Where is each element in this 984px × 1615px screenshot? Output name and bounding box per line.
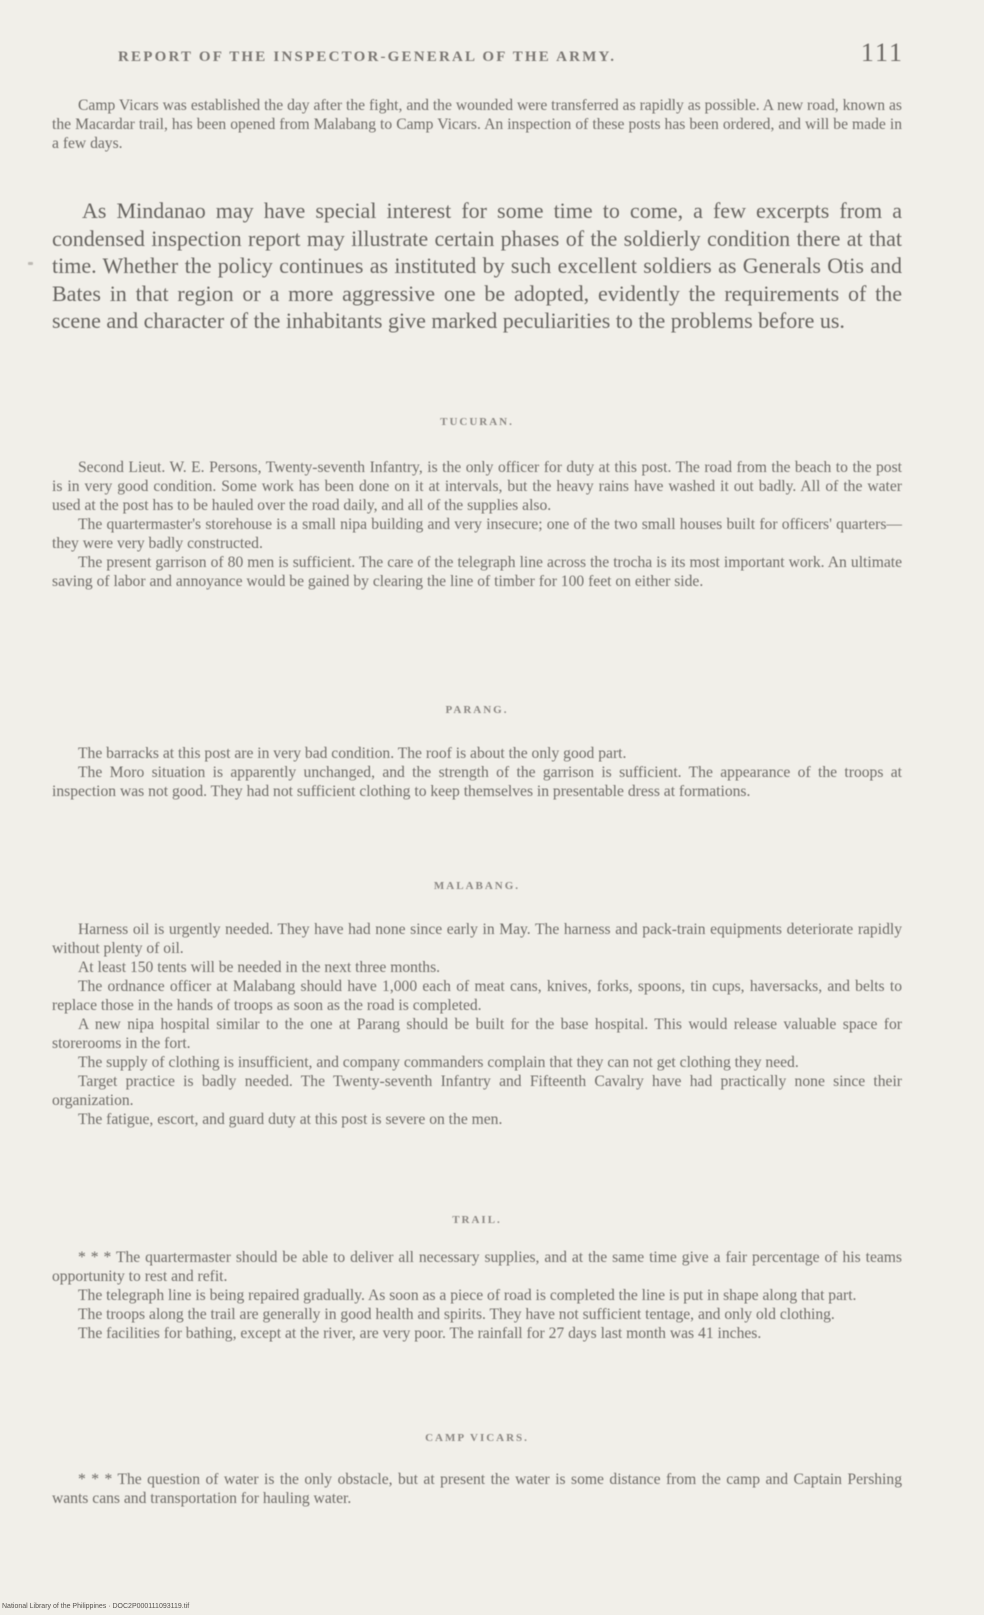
malabang-paragraph-1: Harness oil is urgently needed. They have had none since early in May. The harness and pack-train equipments deteriorate rapidly without plenty of oil. [52,921,902,957]
tucuran-paragraph-2: The quartermaster's storehouse is a small nipa building and very insecure; one of the two small houses built for officers' quarters—they were very badly constructed. [52,516,902,552]
malabang-paragraph-5: The supply of clothing is insufficient, and company commanders complain that they can not get clothing they need. [78,1054,799,1071]
malabang-paragraph-3: The ordnance officer at Malabang should have 1,000 each of meat cans, knives, forks, spoons, tin cups, haversacks, and belts to replace those in the hands of troops as soon as the road is completed. [52,978,902,1014]
running-title: REPORT OF THE INSPECTOR-GENERAL OF THE ARMY. [118,49,617,65]
page-number: 111 [860,38,904,67]
page-header [118,38,904,68]
section-heading-tucuran: TUCURAN. [440,416,514,428]
camp-vicars-paragraph-1: * * * The question of water is the only obstacle, but at present the water is some distance from the camp and Captain Pershing wants cans and transportation for hauling water. [52,1471,902,1507]
parang-paragraph-2: The Moro situation is apparently unchanged, and the strength of the garrison is sufficient. The appearance of the troops at inspection was not good. They had not sufficient clothing to keep themselves in presentable dress at formations. [52,764,902,800]
parang-section [52,744,902,801]
margin-mark [28,262,33,265]
malabang-paragraph-2: At least 150 tents will be needed in the next three months. [78,959,441,976]
trail-paragraph-2: The telegraph line is being repaired gradually. As soon as a piece of road is completed the line is put in shape along that part. [78,1287,857,1304]
parang-paragraph-1: The barracks at this post are in very bad condition. The roof is about the only good part. [78,745,627,762]
section-heading-parang: PARANG. [445,704,509,716]
section-heading-camp-vicars: CAMP VICARS. [425,1432,529,1444]
intro-paragraph: Camp Vicars was established the day after the fight, and the wounded were transferred as rapidly as possible. A new road, known as the Macardar trail, has been opened from Malabang to Camp Vicars. An inspection of these posts has been ordered, and will be made in a few days. [52,97,902,152]
trail-paragraph-4: The facilities for bathing, except at the river, are very poor. The rainfall for 27 days last month was 41 inches. [78,1325,762,1342]
section-heading-malabang: MALABANG. [433,880,521,892]
mindanao-paragraph: As Mindanao may have special interest for some time to come, a few excerpts from a condensed inspection report may illustrate certain phases of the soldierly condition there at that time. Whether the policy continues as instituted by such excellent soldiers as Generals Otis and Bates in that region or a more aggressive one be adopted, evidently the requirements of the scene and character of the inhabitants give marked peculiarities to the problems before us. [52,198,902,333]
mindanao-paragraph-block [52,197,902,335]
trail-paragraph-3: The troops along the trail are generally in good health and spirits. They have not sufficient tentage, and only old clothing. [78,1306,835,1323]
malabang-section [52,920,902,1129]
malabang-paragraph-6: Target practice is badly needed. The Twenty-seventh Infantry and Fifteenth Cavalry have had practically none since their organization. [52,1073,902,1109]
trail-section [52,1248,902,1343]
tucuran-section [52,458,902,591]
scan-footer: National Library of the Philippines · DOC2P000111093119.tif [2,1603,190,1610]
tucuran-paragraph-1: Second Lieut. W. E. Persons, Twenty-seventh Infantry, is the only officer for duty at this post. The road from the beach to the post is in very good condition. Some work has been done on it at intervals, but the heavy rains have washed it out badly. All of the water used at the post has to be hauled over the road daily, and all of the supplies also. [52,459,902,514]
malabang-paragraph-4: A new nipa hospital similar to the one at Parang should be built for the base hospital. This would release valuable space for storerooms in the fort. [52,1016,902,1052]
tucuran-paragraph-3: The present garrison of 80 men is sufficient. The care of the telegraph line across the trocha is its most important work. An ultimate saving of labor and annoyance would be gained by clearing the line of timber for 100 feet on either side. [52,554,902,590]
camp-vicars-section [52,1470,902,1508]
trail-paragraph-1: * * * The quartermaster should be able to deliver all necessary supplies, and at the same time give a fair percentage of his teams opportunity to rest and refit. [52,1249,902,1285]
malabang-paragraph-7: The fatigue, escort, and guard duty at this post is severe on the men. [78,1111,503,1128]
section-heading-trail: TRAIL. [452,1214,502,1226]
intro-paragraph-block [52,96,902,153]
